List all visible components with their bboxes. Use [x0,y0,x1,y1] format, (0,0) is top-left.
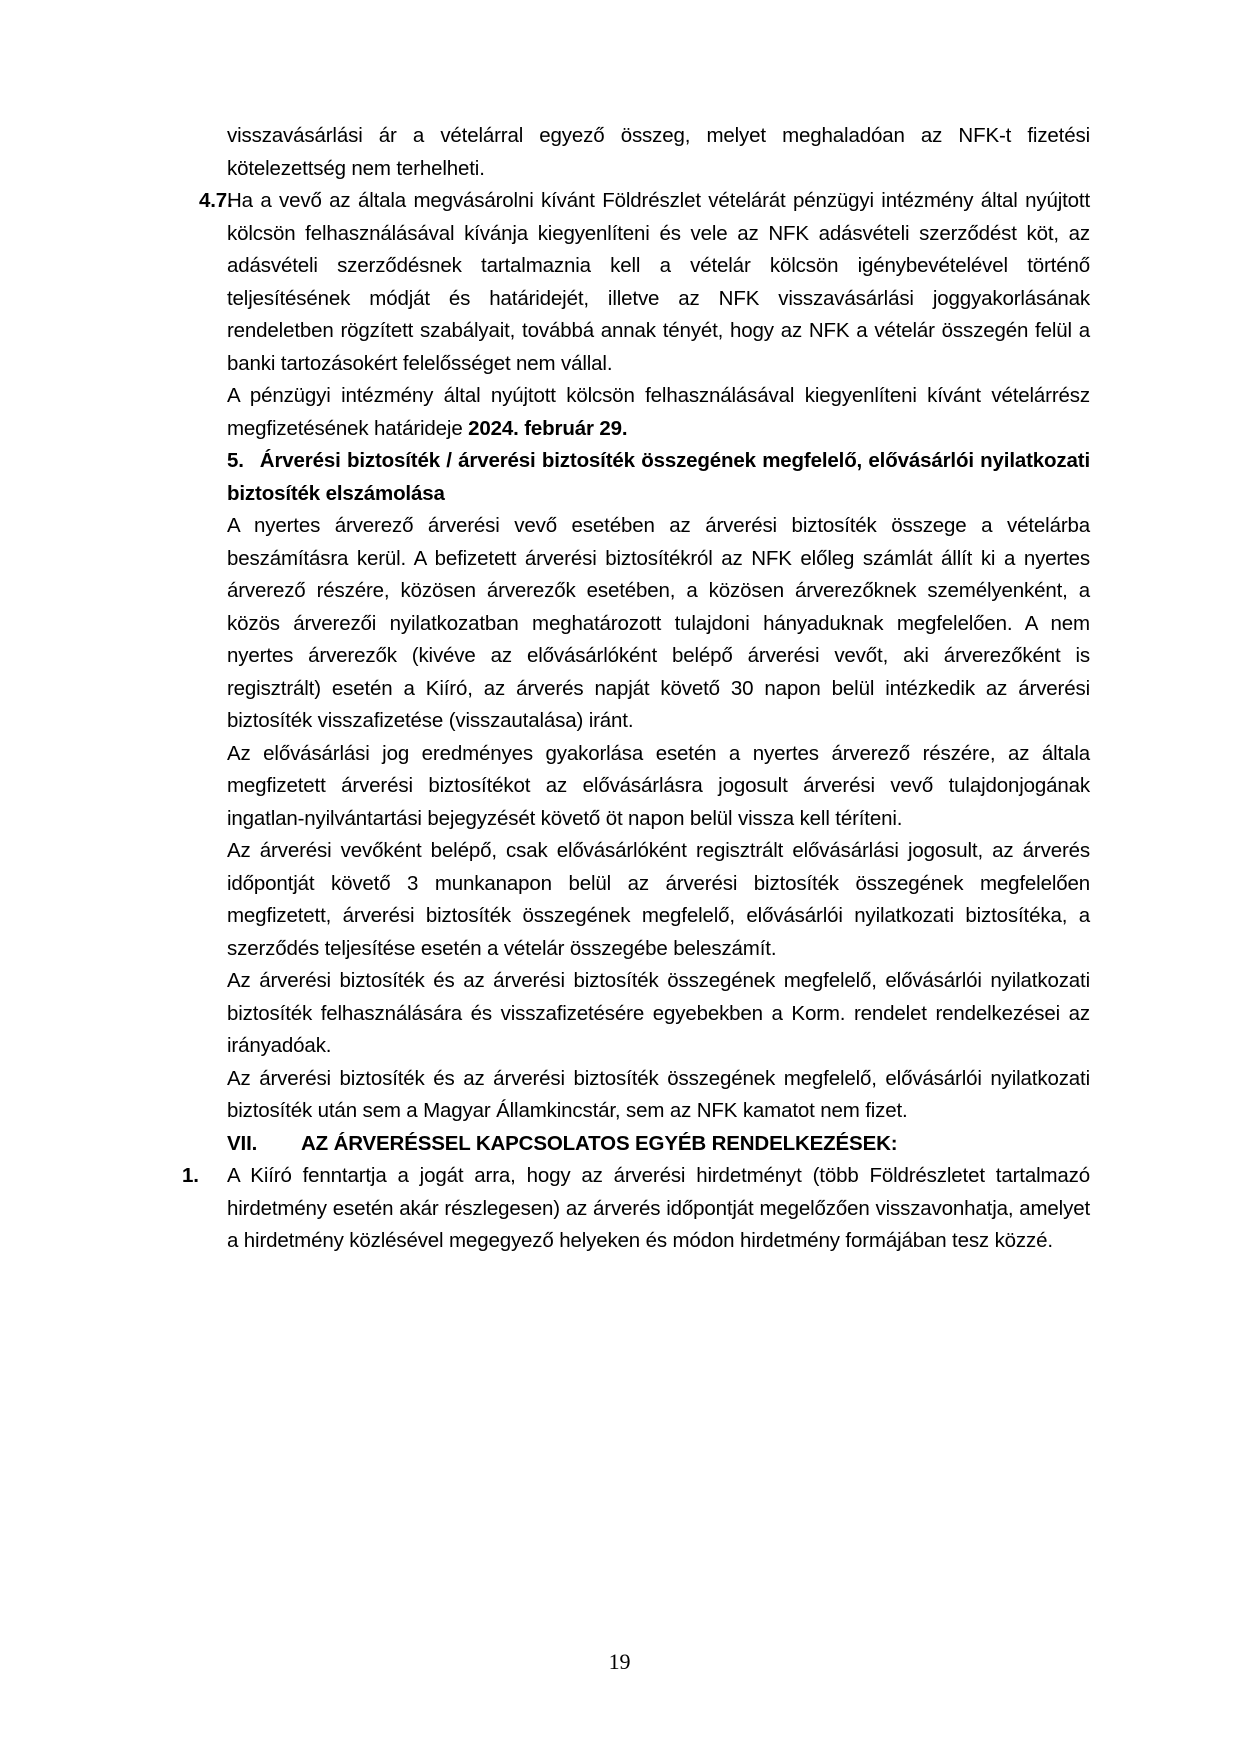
page-footer [0,1648,1239,1676]
paragraph-loan-deadline-text: A pénzügyi intézmény által nyújtott kölcsön felhasználásával kiegyenlíteni kívánt vételárrész megfizetésének határideje [227,384,1090,440]
section-5-heading [227,445,1090,510]
item-number-1: 1. [182,1164,199,1187]
loan-deadline-date: 2024. február 29. [468,416,628,440]
page-number: 19 [608,1649,631,1674]
list-item-4-7 [199,185,1090,380]
list-item-1 [182,1160,1090,1258]
section-7-number: VII. [227,1131,258,1155]
section-5-paragraph: Az elővásárlási jog eredményes gyakorlása esetén a nyertes árverező részére, az általa megfizetett árverési biztosítékot az elővásárlásra jogosult árverési vevő tulajdonjogának ingatlan-nyilvántartási bejegyzését követő öt napon belül vissza kell téríteni. [227,741,1090,830]
section-7-title: AZ ÁRVERÉSSEL KAPCSOLATOS EGYÉB RENDELKEZÉSEK: [301,1131,898,1155]
section-5-paragraph: Az árverési biztosíték és az árverési biztosíték összegének megfelelő, elővásárlói nyilatkozati biztosíték után sem a Magyar Államkincstár, sem az NFK kamatot nem fizet. [227,1066,1090,1122]
document-content [182,120,1090,1258]
list-item-1-text: A Kiíró fenntartja a jogát arra, hogy az árverési hirdetményt (több Földrészletet tartalmazó hirdetmény esetén akár részlegesen) az árverés időpontját megelőzően visszavonhatja, amelyet a hirdetmény közlésével megegyező helyeken és módon hirdetmény formájában tesz közzé. [227,1164,1090,1252]
paragraph-loan-deadline [227,380,1090,445]
section-7-heading [227,1128,1090,1161]
section-5-number: 5. [227,449,244,472]
item-number-4-7: 4.7. [199,189,233,212]
list-item-4-7-text: Ha a vevő az általa megvásárolni kívánt Földrészlet vételárát pénzügyi intézmény által nyújtott kölcsön felhasználásával kívánja kiegyenlíteni és vele az NFK adásvételi szerződést köt, az adásvételi szerződésnek tartalmaznia kell a vételár kölcsön igénybevételével történő teljesítésének módját és határidejét, illetve az NFK visszavásárlási joggyakorlásának rendeletben rögzített szabályait, továbbá annak tényét, hogy az NFK a vételár összegén felül a banki tartozásokért felelősséget nem vállal. [227,189,1090,375]
paragraph-46-continuation: visszavásárlási ár a vételárral egyező összeg, melyet meghaladóan az NFK-t fizetési kötelezettség nem terhelheti. [227,124,1090,180]
section-5-paragraph: A nyertes árverező árverési vevő esetében az árverési biztosíték összege a vételárba beszámításra kerül. A befizetett árverési biztosítékról az NFK előleg számlát állít ki a nyertes árverező részére, közösen árverezők esetében, a közösen árverezőknek személyenként, a közös árverezői nyilatkozatban meghatározott tulajdoni hányaduknak megfelelően. A nem nyertes árverezők (kivéve az elővásárlóként belépő árverési vevőt, aki árverezőként is regisztrált) esetén a Kiíró, az árverés napját követő 30 napon belül intézkedik az árverési biztosíték visszafizetése (visszautalása) iránt. [227,514,1090,732]
section-5-paragraph: Az árverési vevőként belépő, csak elővásárlóként regisztrált elővásárlási jogosult, az árverés időpontját követő 3 munkanapon belül az árverési biztosíték összegének megfelelően megfizetett, árverési biztosíték összegének megfelelő, elővásárlói nyilatkozati biztosítéka, a szerződés teljesítése esetén a vételár összegébe beleszámít. [227,839,1090,960]
section-5-paragraph: Az árverési biztosíték és az árverési biztosíték összegének megfelelő, elővásárlói nyilatkozati biztosíték felhasználására és visszafizetésére egyebekben a Korm. rendelet rendelkezései az irányadóak. [227,969,1090,1057]
section-5-title: Árverési biztosíték / árverési biztosíték összegének megfelelő, elővásárlói nyilatkozati biztosíték elszámolása [227,449,1090,505]
